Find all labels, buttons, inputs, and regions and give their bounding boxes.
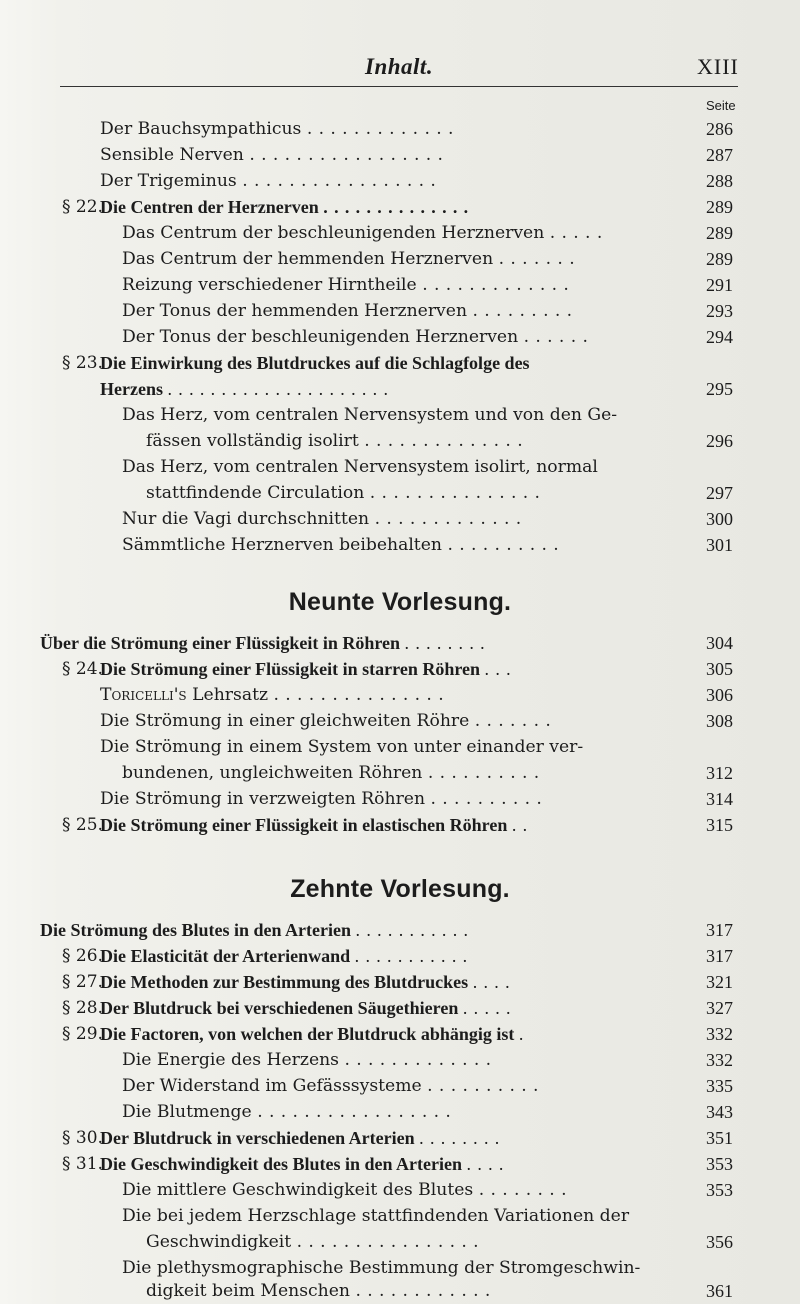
entry-title: Der Trigeminus .................	[100, 171, 443, 191]
entry-page: 305	[706, 659, 733, 679]
entry-page: 343	[706, 1102, 733, 1122]
toc-entry	[0, 630, 800, 656]
toc-entry	[0, 532, 800, 558]
entry-page: 314	[706, 789, 733, 809]
entry-page: 327	[706, 998, 733, 1018]
entry-page: 304	[706, 633, 733, 653]
entry-title: Toricelli's Lehrsatz ...............	[100, 685, 450, 705]
entry-page: 286	[706, 119, 733, 139]
entry-page: 291	[706, 275, 733, 295]
section-number: § 27.	[62, 972, 103, 992]
toc-entry	[0, 194, 800, 220]
entry-page: 294	[706, 327, 733, 347]
toc-entry	[0, 995, 800, 1021]
entry-title: Nur die Vagi durchschnitten .............	[122, 509, 528, 529]
entry-title: Reizung verschiedener Hirntheile .............	[122, 275, 576, 295]
entry-title: Die Blutmenge .................	[122, 1102, 458, 1122]
entry-page: 293	[706, 301, 733, 321]
entry-page: 317	[706, 920, 733, 940]
entry-page: 321	[706, 972, 733, 992]
section-number: § 28.	[62, 998, 103, 1018]
entry-title: Die Elasticität der Arterienwand ...........	[100, 946, 474, 966]
entry-title: Die Factoren, von welchen der Blutdruck abhängig ist .	[100, 1024, 530, 1044]
entry-page: 289	[706, 249, 733, 269]
entry-title: Die Centren der Herznerven ..............	[100, 197, 475, 217]
entry-title: Der Bauchsympathicus .............	[100, 119, 460, 139]
toc-entry	[0, 1047, 800, 1073]
entry-page: 289	[706, 197, 733, 217]
entry-page: 295	[706, 379, 733, 399]
toc-entry	[0, 324, 800, 350]
toc-entry	[0, 116, 800, 142]
toc-entry	[0, 350, 800, 376]
toc-entry	[0, 246, 800, 272]
toc-entry	[0, 1151, 800, 1177]
toc-entry	[0, 786, 800, 812]
toc-entry-continued	[0, 1278, 800, 1304]
toc-entry	[0, 1177, 800, 1203]
toc-entry	[0, 298, 800, 324]
entry-page: 287	[706, 145, 733, 165]
entry-title-cont: stattfindende Circulation ...............	[146, 483, 547, 503]
toc-entry	[0, 168, 800, 194]
entry-page: 301	[706, 535, 733, 555]
section-number: § 25.	[62, 815, 103, 835]
entry-title: Der Widerstand im Gefässsysteme ..........	[122, 1076, 545, 1096]
entry-page: 315	[706, 815, 733, 835]
header-page-number: XIII	[697, 54, 739, 79]
entry-title: Über die Strömung einer Flüssigkeit in Röhren ........	[40, 633, 491, 653]
toc-entry	[0, 454, 800, 480]
entry-page: 332	[706, 1024, 733, 1044]
toc-entry	[0, 734, 800, 760]
entry-title: Die bei jedem Herzschlage stattfindenden Variationen der	[122, 1206, 630, 1226]
entry-page: 332	[706, 1050, 733, 1070]
entry-page: 297	[706, 483, 733, 503]
entry-title: Der Tonus der hemmenden Herznerven .........	[122, 301, 579, 321]
entry-title: Der Blutdruck bei verschiedenen Säugethieren .....	[100, 998, 517, 1018]
header-title: Inhalt.	[365, 54, 434, 79]
entry-page: 308	[706, 711, 733, 731]
header-rule	[60, 86, 738, 87]
entry-page: 361	[706, 1281, 733, 1301]
section-number: § 31.	[62, 1154, 103, 1174]
entry-page: 288	[706, 171, 733, 191]
running-header	[0, 54, 800, 84]
toc-entry-continued	[0, 376, 800, 402]
entry-title-cont: Herzens .....................	[100, 379, 395, 399]
toc-entry	[0, 943, 800, 969]
entry-title-cont: digkeit beim Menschen ............	[146, 1281, 497, 1301]
toc-entry	[0, 506, 800, 532]
section-number: § 30.	[62, 1128, 103, 1148]
entry-title: Die Strömung in einer gleichweiten Röhre .......	[100, 711, 558, 731]
entry-title: Die Geschwindigkeit des Blutes in den Arterien ....	[100, 1154, 510, 1174]
section-number: § 26.	[62, 946, 103, 966]
entry-page: 317	[706, 946, 733, 966]
toc-entry	[0, 656, 800, 682]
entry-title-cont: Geschwindigkeit ................	[146, 1232, 485, 1252]
entry-title: Der Tonus der beschleunigenden Herznerven ......	[122, 327, 595, 347]
entry-title: Die mittlere Geschwindigkeit des Blutes ........	[122, 1180, 573, 1200]
entry-page: 289	[706, 223, 733, 243]
toc-entry	[0, 969, 800, 995]
entry-page: 306	[706, 685, 733, 705]
entry-title: Die Einwirkung des Blutdruckes auf die Schlagfolge des	[100, 353, 530, 373]
entry-title: Sensible Nerven .................	[100, 145, 450, 165]
toc-entry-continued	[0, 480, 800, 506]
entry-title-cont: fässen vollständig isolirt ..............	[146, 431, 529, 451]
toc-entry	[0, 402, 800, 428]
entry-title-cont: bundenen, ungleichweiten Röhren ..........	[122, 763, 546, 783]
entry-page: 351	[706, 1128, 733, 1148]
entry-title: Die Strömung des Blutes in den Arterien ...........	[40, 920, 475, 940]
entry-title: Die Energie des Herzens .............	[122, 1050, 498, 1070]
toc-entry	[0, 272, 800, 298]
entry-title: Das Centrum der beschleunigenden Herznerven .....	[122, 223, 609, 243]
entry-title: Die Strömung einer Flüssigkeit in starren Röhren ...	[100, 659, 517, 679]
toc-entry	[0, 142, 800, 168]
toc-entry	[0, 812, 800, 838]
section-number: § 23.	[62, 353, 103, 373]
entry-page: 335	[706, 1076, 733, 1096]
entry-title: Der Blutdruck in verschiedenen Arterien ........	[100, 1128, 506, 1148]
toc-entry	[0, 220, 800, 246]
entry-title: Die Strömung in einem System von unter einander ver-	[100, 737, 584, 757]
toc-entry	[0, 1073, 800, 1099]
toc-entry	[0, 708, 800, 734]
toc-entry	[0, 1125, 800, 1151]
lecture-heading: Zehnte Vorlesung.	[290, 875, 510, 903]
section-number: § 29.	[62, 1024, 103, 1044]
entry-title: Die Strömung einer Flüssigkeit in elastischen Röhren ..	[100, 815, 534, 835]
entry-page: 312	[706, 763, 733, 783]
entry-title: Das Herz, vom centralen Nervensystem und von den Ge-	[122, 405, 618, 425]
entry-page: 353	[706, 1154, 733, 1174]
section-number: § 24.	[62, 659, 103, 679]
entry-title: Das Herz, vom centralen Nervensystem isolirt, normal	[122, 457, 598, 477]
toc-entry-continued	[0, 428, 800, 454]
toc-entry	[0, 917, 800, 943]
toc-entry	[0, 1099, 800, 1125]
entry-page: 300	[706, 509, 733, 529]
toc-entry	[0, 1203, 800, 1229]
toc-entry-continued	[0, 1229, 800, 1255]
toc-entry	[0, 682, 800, 708]
section-number: § 22.	[62, 197, 103, 217]
entry-title: Die plethysmographische Bestimmung der Stromgeschwin-	[122, 1258, 641, 1278]
lecture-heading: Neunte Vorlesung.	[288, 588, 512, 616]
entry-page: 356	[706, 1232, 733, 1252]
toc-entry	[0, 1021, 800, 1047]
entry-title: Sämmtliche Herznerven beibehalten ..........	[122, 535, 566, 555]
seite-label: Seite	[706, 98, 736, 113]
entry-title: Das Centrum der hemmenden Herznerven .......	[122, 249, 581, 269]
toc-entry-continued	[0, 760, 800, 786]
entry-title: Die Strömung in verzweigten Röhren ..........	[100, 789, 549, 809]
entry-page: 296	[706, 431, 733, 451]
entry-page: 353	[706, 1180, 733, 1200]
entry-title: Die Methoden zur Bestimmung des Blutdruckes ....	[100, 972, 516, 992]
